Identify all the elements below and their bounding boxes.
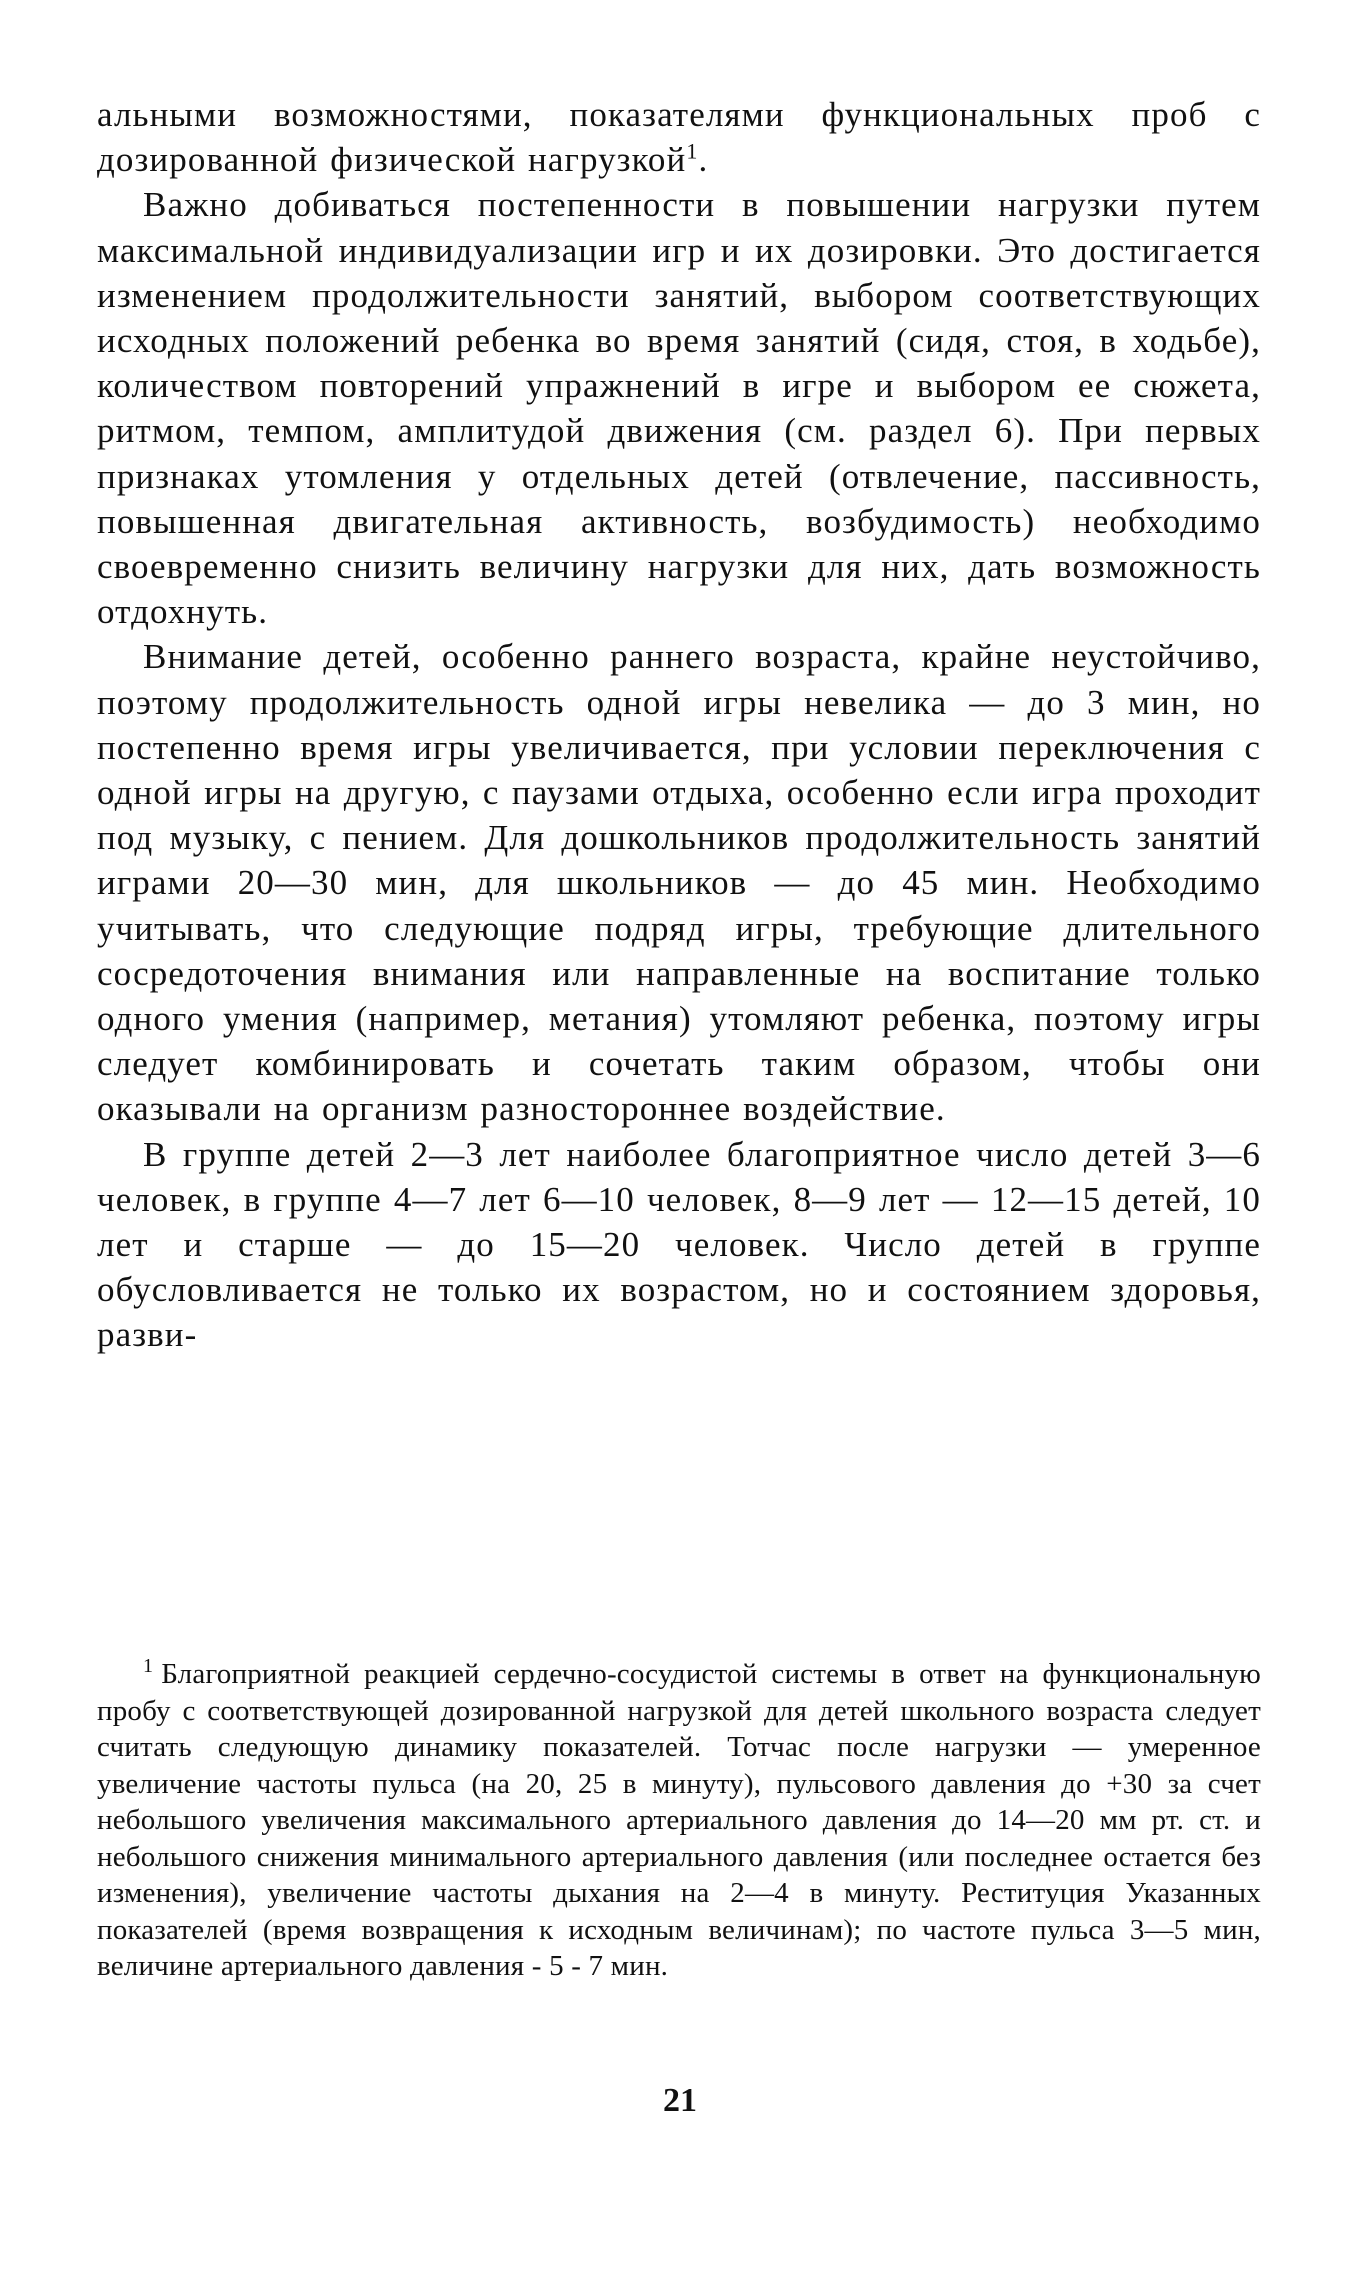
main-text <box>97 92 1261 1358</box>
paragraph-continued <box>97 92 1261 182</box>
footnote-text: Благоприятной реакцией сердечно-сосудистой системы в ответ на функциональную пробу с соответствующей дозированной нагрузкой для детей школьного возраста следует считать следующую динамику показателей. Тотчас после нагрузки — умеренное увеличение частоты пульса (на 20, 25 в минуту), пульсового давления до +30 за счет небольшого увеличения максимального артериального давления до 14—20 мм рт. ст. и небольшого снижения минимального артериального давления (или последнее остается без изменения), увеличение частоты дыхания на 2—4 в минуту. Реституция Указанных показателей (время возвращения к исходным величинам); по частоте пульса 3—5 мин, величине артериального давления - 5 - 7 мин. <box>97 1658 1261 1982</box>
paragraph: В группе детей 2—3 лет наиболее благоприятное число детей 3—6 человек, в группе 4—7 лет 6—10 человек, 8—9 лет — 12—15 детей, 10 лет и старше — до 15—20 человек. Число детей в группе обусловливается не только их возрастом, но и состоянием здоровья, разви- <box>97 1134 1261 1355</box>
footnote-reference[interactable]: 1 <box>686 138 699 164</box>
footnote <box>97 1656 1261 1985</box>
footnote-mark: 1 <box>143 1655 154 1678</box>
footnote-paragraph <box>97 1656 1261 1985</box>
paragraph: Важно добиваться постепенности в повышении нагрузки путем максимальной индивидуализации игр и их дозировки. Это достигается изменением продолжительности занятий, выбором соответствующих исходных положений ребенка во время занятий (сидя, стоя, в ходьбе), количеством повторений упражнений в игре и выбором ее сюжета, ритмом, темпом, амплитудой движения (см. раздел 6). При первых признаках утомления у отдельных детей (отвлечение, пассивность, повышенная двигательная активность, возбудимость) необходимо своевременно снизить величину нагрузки для них, дать возможность отдохнуть. <box>97 185 1261 632</box>
paragraph: Внимание детей, особенно раннего возраста, крайне неустойчиво, поэтому продолжительность одной игры невелика — до 3 мин, но постепенно время игры увеличивается, при условии переключения с одной игры на другую, с паузами отдыха, особенно если игра проходит под музыку, с пением. Для дошкольников продолжительность занятий играми 20—30 мин, для школьников — до 45 мин. Необходимо учитывать, что следующие подряд игры, требующие длительного сосредоточения внимания или направленные на воспитание только одного умения (например, метания) утомляют ребенка, поэтому игры следует комбинировать и сочетать таким образом, чтобы они оказывали на организм разностороннее воздействие. <box>97 637 1261 1129</box>
paragraph-text: альными возможностями, показателями функциональных проб с дозированной физической нагрузкой <box>97 95 1261 180</box>
page-number: 21 <box>663 2082 697 2119</box>
paragraph-end: . <box>698 140 709 180</box>
